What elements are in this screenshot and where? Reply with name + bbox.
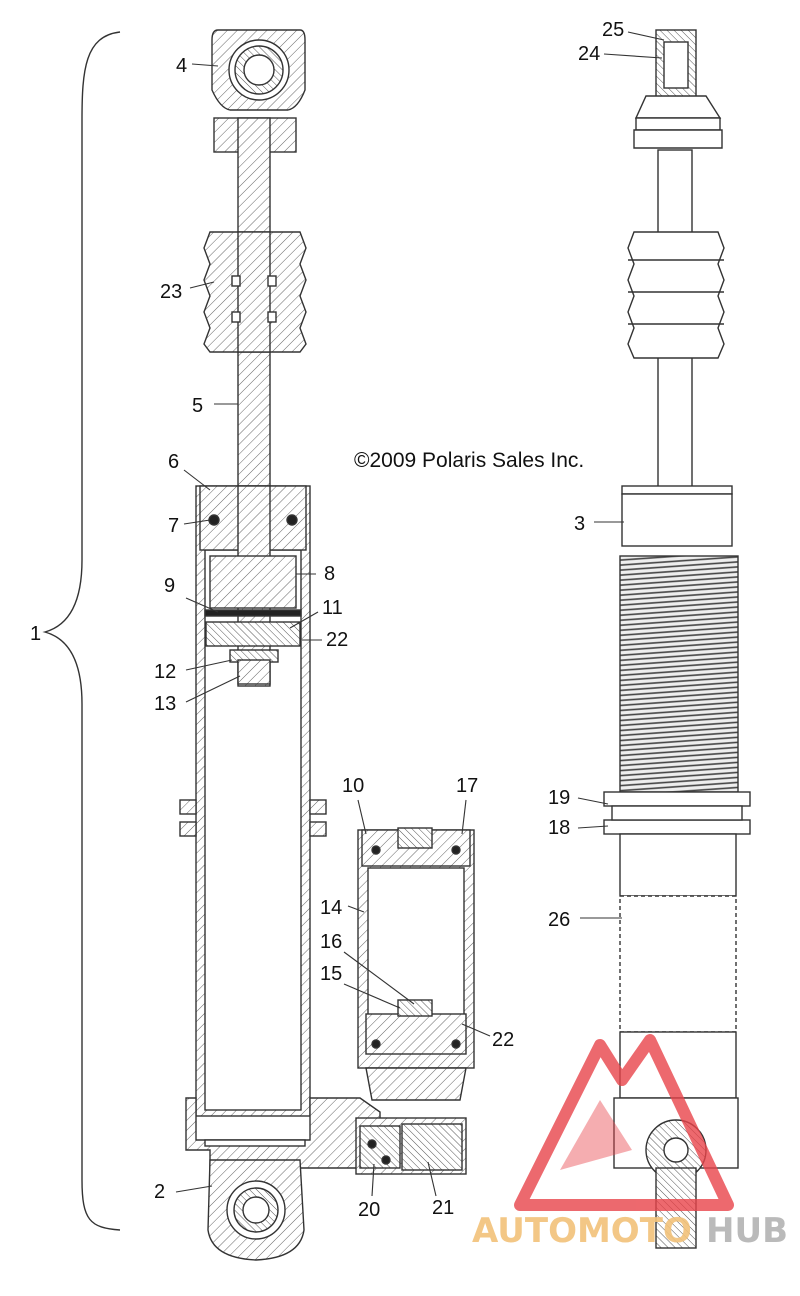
callout-14: 14 [320,897,343,919]
callout-labels [30,19,624,1221]
callout-5: 5 [192,395,204,417]
callout-3: 3 [574,513,586,535]
assembly-bracket [45,32,120,1230]
callout-12: 12 [154,661,177,683]
callout-20: 20 [358,1199,381,1221]
callout-2: 2 [154,1181,166,1203]
callout-23: 23 [160,281,183,303]
callout-24: 24 [578,43,601,65]
callout-15: 15 [320,963,343,985]
watermark-text-automoto: AUTOMOTO [472,1211,692,1251]
callout-8: 8 [324,563,336,585]
callout-4: 4 [176,55,188,77]
callout-21: 21 [432,1197,455,1219]
copyright-text: ©2009 Polaris Sales Inc. [354,449,585,472]
watermark-text-hub: HUB [706,1211,788,1251]
callout-13: 13 [154,693,177,715]
callout-18: 18 [548,817,571,839]
callout-10: 10 [342,775,365,797]
callout-1: 1 [30,623,42,645]
callout-17: 17 [456,775,479,797]
callout-9: 9 [164,575,176,597]
callout-19: 19 [548,787,571,809]
callout-6: 6 [168,451,180,473]
callout-11: 11 [322,597,343,619]
callout-16: 16 [320,931,343,953]
callout-22-upper: 22 [326,629,349,651]
callout-7: 7 [168,515,180,537]
callout-22-lower: 22 [492,1029,515,1051]
callout-25: 25 [602,19,625,41]
callout-26: 26 [548,909,571,931]
